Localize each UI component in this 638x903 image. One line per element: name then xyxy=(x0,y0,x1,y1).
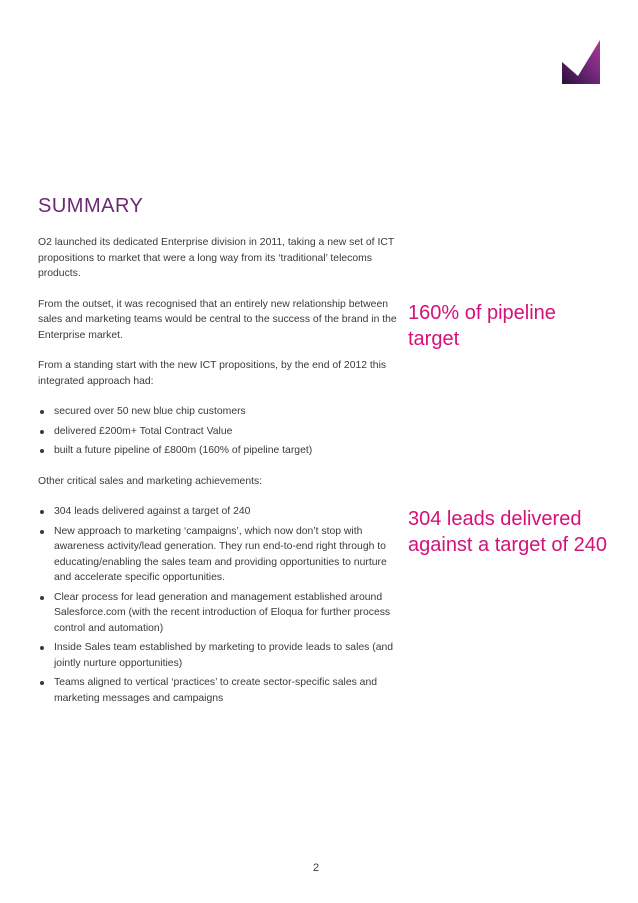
leads-callout: 304 leads delivered against a target of 240 xyxy=(408,508,608,556)
achievements-list xyxy=(38,404,400,459)
paragraph-intro: O2 launched its dedicated Enterprise division in 2011, taking a new set of ICT propositions to market that were a long way from its ‘traditional’ telecoms products. xyxy=(38,237,394,279)
list-item: Clear process for lead generation and management established around Salesforce.com (with the recent introduction of Eloqua for further process control and automation) xyxy=(38,590,400,637)
sales-marketing-list xyxy=(38,504,400,706)
list-item: Teams aligned to vertical ‘practices’ to create sector-specific sales and marketing messages and campaigns xyxy=(38,675,400,706)
page-title: SUMMARY xyxy=(38,195,144,217)
list-item: secured over 50 new blue chip customers xyxy=(38,404,400,420)
list-item: New approach to marketing ‘campaigns’, which now don’t stop with awareness activity/lead generation. They run end-to-end right through to educating/enabling the sales team and providing opportunities to nurture and accelerate specific opportunities. xyxy=(38,524,400,586)
list-item: Inside Sales team established by marketing to provide leads to sales (and jointly nurture opportunities) xyxy=(38,640,400,671)
main-content xyxy=(38,235,400,721)
brand-logo xyxy=(562,40,600,84)
paragraph-standing-start: From a standing start with the new ICT propositions, by the end of 2012 this integrated approach had: xyxy=(38,360,387,387)
paragraph-outset: From the outset, it was recognised that an entirely new relationship between sales and marketing teams would be central to the success of the brand in the Enterprise market. xyxy=(38,298,397,341)
paragraph-other: Other critical sales and marketing achievements: xyxy=(38,475,263,487)
list-item: built a future pipeline of £800m (160% of pipeline target) xyxy=(38,443,400,459)
page-number: 2 xyxy=(313,862,320,874)
list-item: 304 leads delivered against a target of 240 xyxy=(38,504,400,520)
pipeline-callout: 160% of pipeline target xyxy=(408,302,556,350)
list-item: delivered £200m+ Total Contract Value xyxy=(38,424,400,440)
